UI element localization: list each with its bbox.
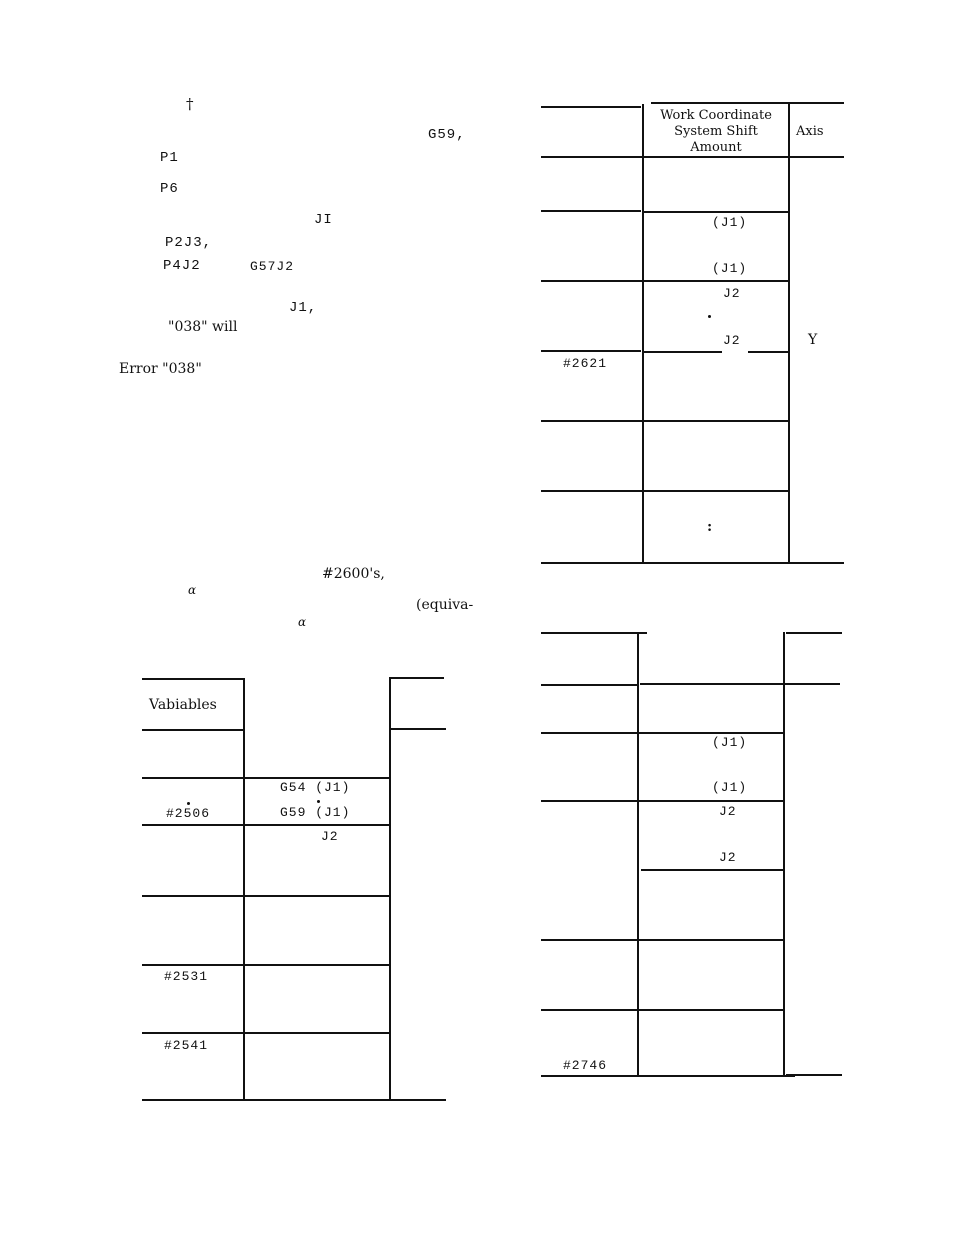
cell-continuation-colon: : [707,519,713,535]
cell-j2: J2 [719,804,737,819]
axis-value-y: Y [808,332,818,348]
error-will-text: "038" will [168,319,238,335]
code-p4j2: P4J2 [163,258,201,274]
cell-j1: (J1) [712,735,748,750]
code-p1: P1 [160,150,179,166]
code-p2j3: P2J3, [165,235,213,251]
code-g57j2: G57J2 [250,259,295,274]
error-038-text: Error "038" [119,361,202,377]
header-amount: Amount [690,140,742,155]
cell-var-2746: #2746 [563,1058,608,1073]
code-j1: J1, [289,300,318,316]
code-ji: JI [314,212,333,228]
cell-j1: (J1) [712,215,748,230]
cell-j2: J2 [723,333,741,348]
cell-j2: J2 [321,829,339,844]
cell-j1: (J1) [712,780,748,795]
dagger-mark: † [186,95,194,113]
cell-j2: J2 [723,286,741,301]
alpha-symbol: α [188,583,197,597]
cell-var-2506: #2506 [166,806,211,821]
header-variables: Vabiables [149,697,217,713]
cell-j2: J2 [719,850,737,865]
cell-var-2531: #2531 [164,969,209,984]
equiva-text: (equiva- [416,597,474,613]
cell-var-2621: #2621 [563,356,608,371]
code-g59: G59, [428,127,466,143]
vars-2600-text: #2600's, [322,566,385,582]
cell-var-2541: #2541 [164,1038,209,1053]
header-axis: Axis [796,124,824,139]
header-work-coordinate: Work Coordinate [660,108,772,123]
alpha-symbol: α [298,615,307,629]
code-p6: P6 [160,181,179,197]
cell-g59-j1: G59 (J1) [280,805,351,820]
cell-g54-j1: G54 (J1) [280,780,351,795]
cell-j1: (J1) [712,261,748,276]
header-system-shift: System Shift [674,124,758,139]
